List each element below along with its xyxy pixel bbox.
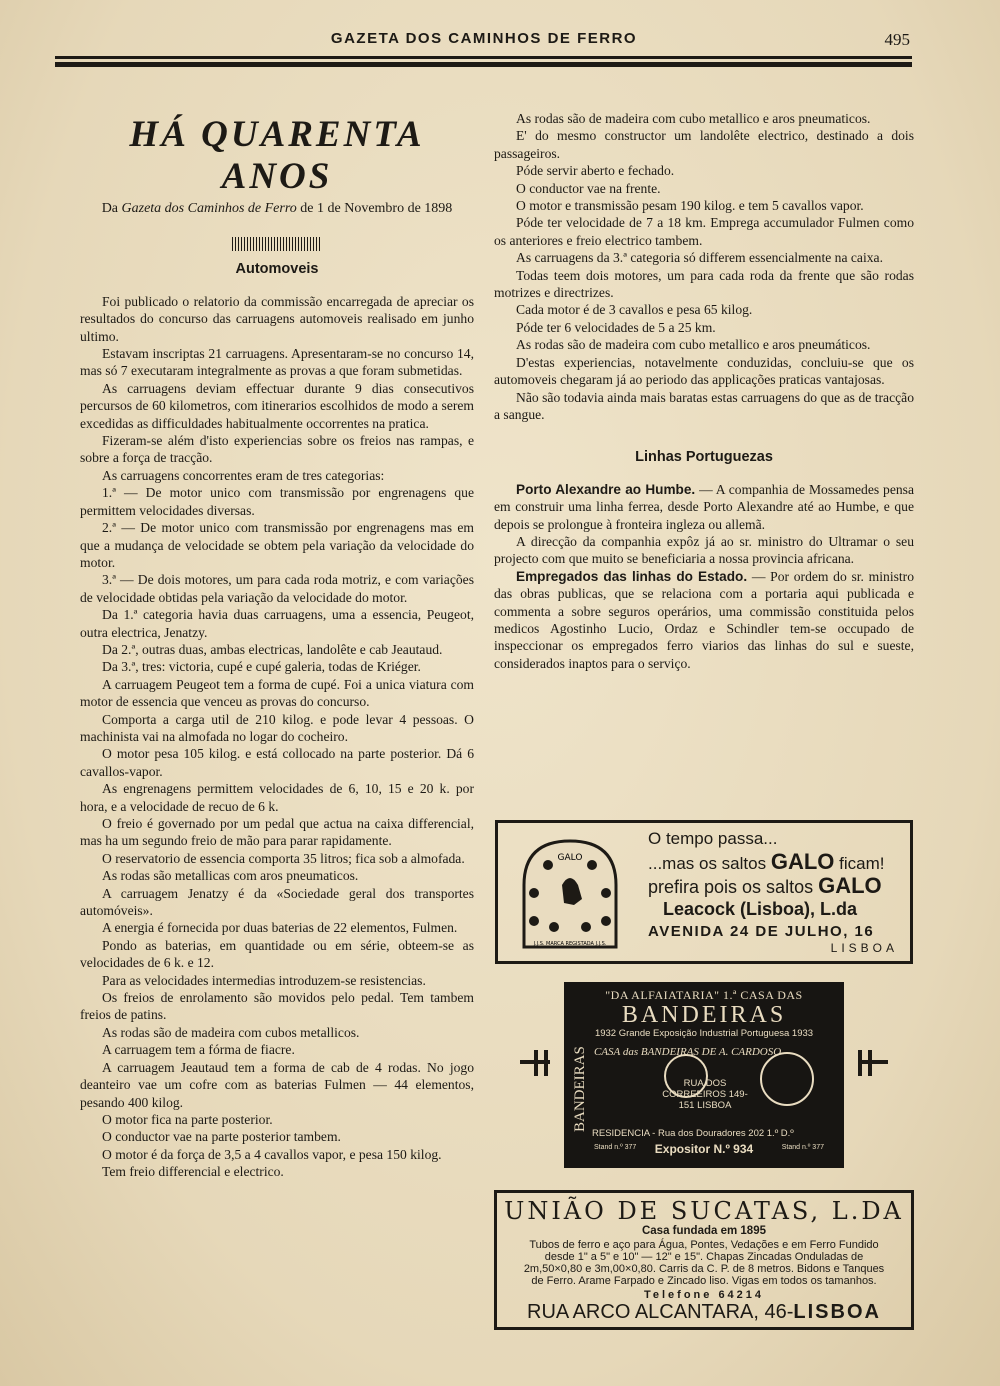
paragraph: O motor fica na parte posterior. xyxy=(102,1111,273,1127)
stand-right: Stand n.º 377 xyxy=(781,1144,824,1151)
heel-label: GALO xyxy=(557,853,583,863)
paragraph: Tem freio differencial e electrico. xyxy=(102,1164,284,1180)
decor-bar-right2 xyxy=(868,1050,872,1076)
decor-bar-left xyxy=(544,1050,548,1076)
paragraph: As rodas são de madeira com cubo metallico e aros pneumáticos. xyxy=(516,337,871,353)
bandeiras-residencia: RESIDENCIA - Rua dos Douradores 202 1.º D.º xyxy=(592,1128,794,1139)
galo-brand-2: GALO xyxy=(818,873,882,898)
linhas-paragraph xyxy=(494,533,914,568)
paragraph: A carruagem Jenatzy é da «Sociedade geral dos transportes automóveis». xyxy=(80,885,474,919)
galo-city: LISBOA xyxy=(830,941,898,955)
paragraph: Pondo as baterias, em quantidade ou em série, obteem-se as velocidades de 6 k. e 12. xyxy=(80,937,474,971)
paragraph: Não são todavia ainda mais baratas estas carruagens do que as de tracção a sangue. xyxy=(494,389,914,422)
paragraph: As engrenagens permittem velocidades de 6, 10, 15 e 20 k. por hora, e a velocidade de recuo de 6 k. xyxy=(80,781,474,814)
medal-icon xyxy=(760,1052,814,1106)
paragraph: O motor pesa 105 kilog. e está collocado na parte posterior. Dá 6 cavallos-vapor. xyxy=(80,746,474,779)
linhas-text: — A companhia de Mossamedes pensa em construir uma linha ferrea, desde Porto Alexandre até ao Humbe, e que depois se prolongue à fronteira ingleza ou allemã. xyxy=(494,481,915,532)
article-subtitle xyxy=(80,200,474,217)
paragraph: 1.ª — De motor unico com transmissão por engrenagens que permittem velocidades diversas. xyxy=(80,485,474,518)
bandeiras-casa: CASA das BANDEIRAS DE A. CARDOSO xyxy=(594,1046,782,1058)
linhas-lead: Empregados das linhas do Estado. xyxy=(516,568,748,584)
paragraph: O conductor vae na frente. xyxy=(516,180,661,196)
stand-left: Stand n.º 377 xyxy=(594,1144,637,1151)
ad-galo xyxy=(495,820,913,964)
ornament-divider xyxy=(232,237,322,251)
sucatas-body: Tubos de ferro e aço para Água, Pontes, Vedações e em Ferro Fundido desde 1" a 5" e 10" — 12" e 15". Chapas Zincadas Onduladas de 2m,50×0,80 e 3m,00×0,80. Carris da C. P. de 8 metros. Bidons e Tanques de Ferro. Arame Farpado e Zincado liso. Vigas em todos os tamanhos. xyxy=(523,1239,885,1287)
section-heading-linhas: Linhas Portuguezas xyxy=(635,449,773,466)
bandeiras-side: BANDEIRAS xyxy=(572,1046,588,1132)
paragraph: Foi publicado o relatorio da commissão encarregada de apreciar os resultados do concurso das carruagens automoveis realisado em junho ultimo. xyxy=(80,293,474,344)
paragraph: As carruagens concorrentes eram de tres categorias: xyxy=(102,467,385,483)
ad-bandeiras xyxy=(564,982,844,1168)
paragraph: As rodas são de madeira com cubos metallicos. xyxy=(102,1024,360,1040)
galo-line2-post: ficam! xyxy=(834,854,885,873)
paragraph: As rodas são metallicas com aros pneumaticos. xyxy=(102,868,359,884)
paragraph: A energia é fornecida por duas baterias de 22 elementos, Fulmen. xyxy=(102,920,458,936)
paragraph: A carruagem Jeautaud tem a forma de cab de 4 rodas. No jogo deanteiro vae um cofre com as baterias Fulmen — 44 elementos, pesando 400 kilog. xyxy=(80,1059,474,1110)
left-paragraphs xyxy=(80,293,474,1181)
page-number: 495 xyxy=(884,30,910,49)
galo-line3 xyxy=(648,873,882,899)
page-header xyxy=(58,30,910,54)
galo-address: AVENIDA 24 DE JULHO, 16 xyxy=(648,923,875,940)
paragraph: A carruagem tem a fórma de fiacre. xyxy=(102,1042,295,1058)
ad-sucatas xyxy=(494,1190,914,1330)
right-column xyxy=(494,110,914,672)
paragraph: O conductor vae na parte posterior tambem. xyxy=(102,1129,341,1145)
bandeiras-expositor: Expositor N.º 934 xyxy=(654,1142,754,1156)
paragraph: As rodas são de madeira com cubo metallico e aros pneumaticos. xyxy=(516,111,871,126)
header-rule-thin xyxy=(55,56,912,59)
paragraph: Da 1.ª categoria havia duas carruagens, uma a essencia, Peugeot, outra electrica, Jenatzy. xyxy=(80,607,474,640)
left-column xyxy=(80,110,474,1181)
paragraph: O reservatorio de essencia comporta 35 litros; fica sob a almofada. xyxy=(102,850,465,866)
galo-company: Leacock (Lisboa), L.da xyxy=(663,899,858,919)
decor-bar-left2 xyxy=(534,1050,538,1076)
paragraph: As carruagens deviam effectuar durante 9 dias consecutivos percursos de 60 kilometros, com itinerarios escolhidos de modo a serem excedidas as difficuldades habitualmente occorrentes na pratica. xyxy=(80,380,474,431)
galo-line1: O tempo passa... xyxy=(648,829,778,848)
paragraph: A carruagem Peugeot tem a forma de cupé. Foi a unica viatura com motor de essencia que venceu as provas do concurso. xyxy=(80,676,474,710)
sucatas-telefone: Telefone 64214 xyxy=(643,1289,765,1301)
paragraph: Para as velocidades intermedias introduzem-se resistencias. xyxy=(102,972,426,988)
paragraph: Póde ter 6 velocidades de 5 a 25 km. xyxy=(516,319,716,335)
paragraph: Comporta a carga util de 210 kilog. e pode levar 4 pessoas. O machinista vai na almofada no logar do cocheiro. xyxy=(80,711,474,744)
paragraph: Da 3.ª, tres: victoria, cupé e cupé galeria, todas de Kriéger. xyxy=(102,659,421,675)
sucatas-title: UNIÃO DE SUCATAS, L.DA xyxy=(504,1197,904,1225)
subtitle-pre: Da xyxy=(101,201,122,216)
bandeiras-rua: RUA DOS CORREEIROS 149-151 LISBOA xyxy=(662,1078,748,1111)
heel-illustration-icon xyxy=(510,835,630,955)
paragraph: D'estas experiencias, notavelmente conduzidas, concluiu-se que os automoveis chegaram já ao periodo das applicações praticas vantajosas. xyxy=(494,354,914,388)
linhas-paragraphs xyxy=(494,481,914,672)
paragraph: O motor é da força de 3,5 a 4 cavallos vapor, e pesa 150 kilog. xyxy=(102,1146,442,1162)
sucatas-address-pre: RUA ARCO ALCANTARA, 46- xyxy=(527,1301,794,1323)
galo-line3-pre: prefira pois os saltos xyxy=(648,877,819,897)
decor-bar-right xyxy=(858,1050,862,1076)
sucatas-address-city: LISBOA xyxy=(793,1301,881,1323)
bandeiras-expo: 1932 Grande Exposição Industrial Portuguesa 1933 xyxy=(594,1028,814,1039)
header-rule-thick xyxy=(55,62,912,67)
linhas-text: A direcção da companhia expôz já ao sr. ministro do Ultramar o seu projecto com que muito se beneficiaria a nossa provincia africana. xyxy=(494,533,914,567)
linhas-paragraph xyxy=(494,481,914,533)
sucatas-address xyxy=(509,1301,899,1324)
paragraph: O motor e transmissão pesam 190 kilog. e tem 5 cavallos vapor. xyxy=(516,198,864,214)
linhas-paragraph xyxy=(494,568,914,672)
paragraph: 3.ª — De dois motores, um para cada roda motriz, e com variações de velocidade obtidas pela variação da velocidade do motor. xyxy=(80,572,474,605)
paragraph: Todas teem dois motores, um para cada roda da frente que são rodas motrizes e directrizes. xyxy=(494,267,914,301)
heel-mark: J.J.S. MARCA REGISTADA J.J.S. xyxy=(533,941,607,947)
right-paragraphs xyxy=(494,110,914,423)
paragraph: Estavam inscriptas 21 carruagens. Apresentaram-se no concurso 14, mas só 7 executaram integralmente as provas a que foram submetidas. xyxy=(80,346,474,379)
bandeiras-top: "DA ALFAIATARIA" 1.ª CASA DAS xyxy=(605,988,803,1002)
journal-title: GAZETA DOS CAMINHOS DE FERRO xyxy=(330,30,638,47)
article-title: HÁ QUARENTA ANOS xyxy=(129,114,425,197)
linhas-text: — Por ordem do sr. ministro das obras publicas, que se relaciona com a portaria aqui publicada e commenta a sobre seguros operários, uma commissão constituida pelos medicos Agostinho Lucio, Ordaz e Schindler tem-se occupado de inspeccionar os empregados ferro viarios das linhas do sul e sueste, considerados inaptos para o serviço. xyxy=(494,568,914,671)
paragraph: As carruagens da 3.ª categoria só differem essencialmente na caixa. xyxy=(516,250,883,266)
section-heading-automoveis: Automoveis xyxy=(235,261,319,278)
paragraph: Os freios de enrolamento são movidos pelo pedal. Tem tambem freios de patins. xyxy=(80,990,474,1023)
paragraph: Fizeram-se além d'isto experiencias sobre os freios nas rampas, e sobre a força de tracção. xyxy=(80,433,474,466)
bandeiras-name: BANDEIRAS xyxy=(621,1002,787,1028)
decor-line-right xyxy=(858,1060,888,1064)
galo-line2-pre: ...mas os saltos xyxy=(648,854,771,873)
sucatas-founded: Casa fundada em 1895 xyxy=(641,1225,766,1237)
galo-line2 xyxy=(648,849,884,875)
linhas-lead: Porto Alexandre ao Humbe. xyxy=(516,481,696,497)
paragraph: O freio é governado por um pedal que actua na caixa differencial, mas ha um segundo freio de mão para parar rapidamente. xyxy=(80,816,474,849)
paragraph: Póde ter velocidade de 7 a 18 km. Emprega accumulador Fulmen como os anteriores e freio electrico tambem. xyxy=(494,215,914,248)
subtitle-post: de 1 de Novembro de 1898 xyxy=(296,201,453,216)
paragraph: Póde servir aberto e fechado. xyxy=(516,163,675,179)
paragraph: E' do mesmo constructor um landolête electrico, destinado a dois passageiros. xyxy=(494,128,914,161)
paragraph: Da 2.ª, outras duas, ambas electricas, landolête e cab Jeautaud. xyxy=(102,641,443,657)
subtitle-italic: Gazeta dos Caminhos de Ferro xyxy=(121,201,297,216)
paragraph: Cada motor é de 3 cavallos e pesa 65 kilog. xyxy=(516,302,753,318)
paragraph: 2.ª — De motor unico com transmissão por engrenagens mas em que a mudança de velocidade se obtem pela variação da velocidade do motor. xyxy=(80,520,474,570)
galo-brand: GALO xyxy=(770,849,835,874)
